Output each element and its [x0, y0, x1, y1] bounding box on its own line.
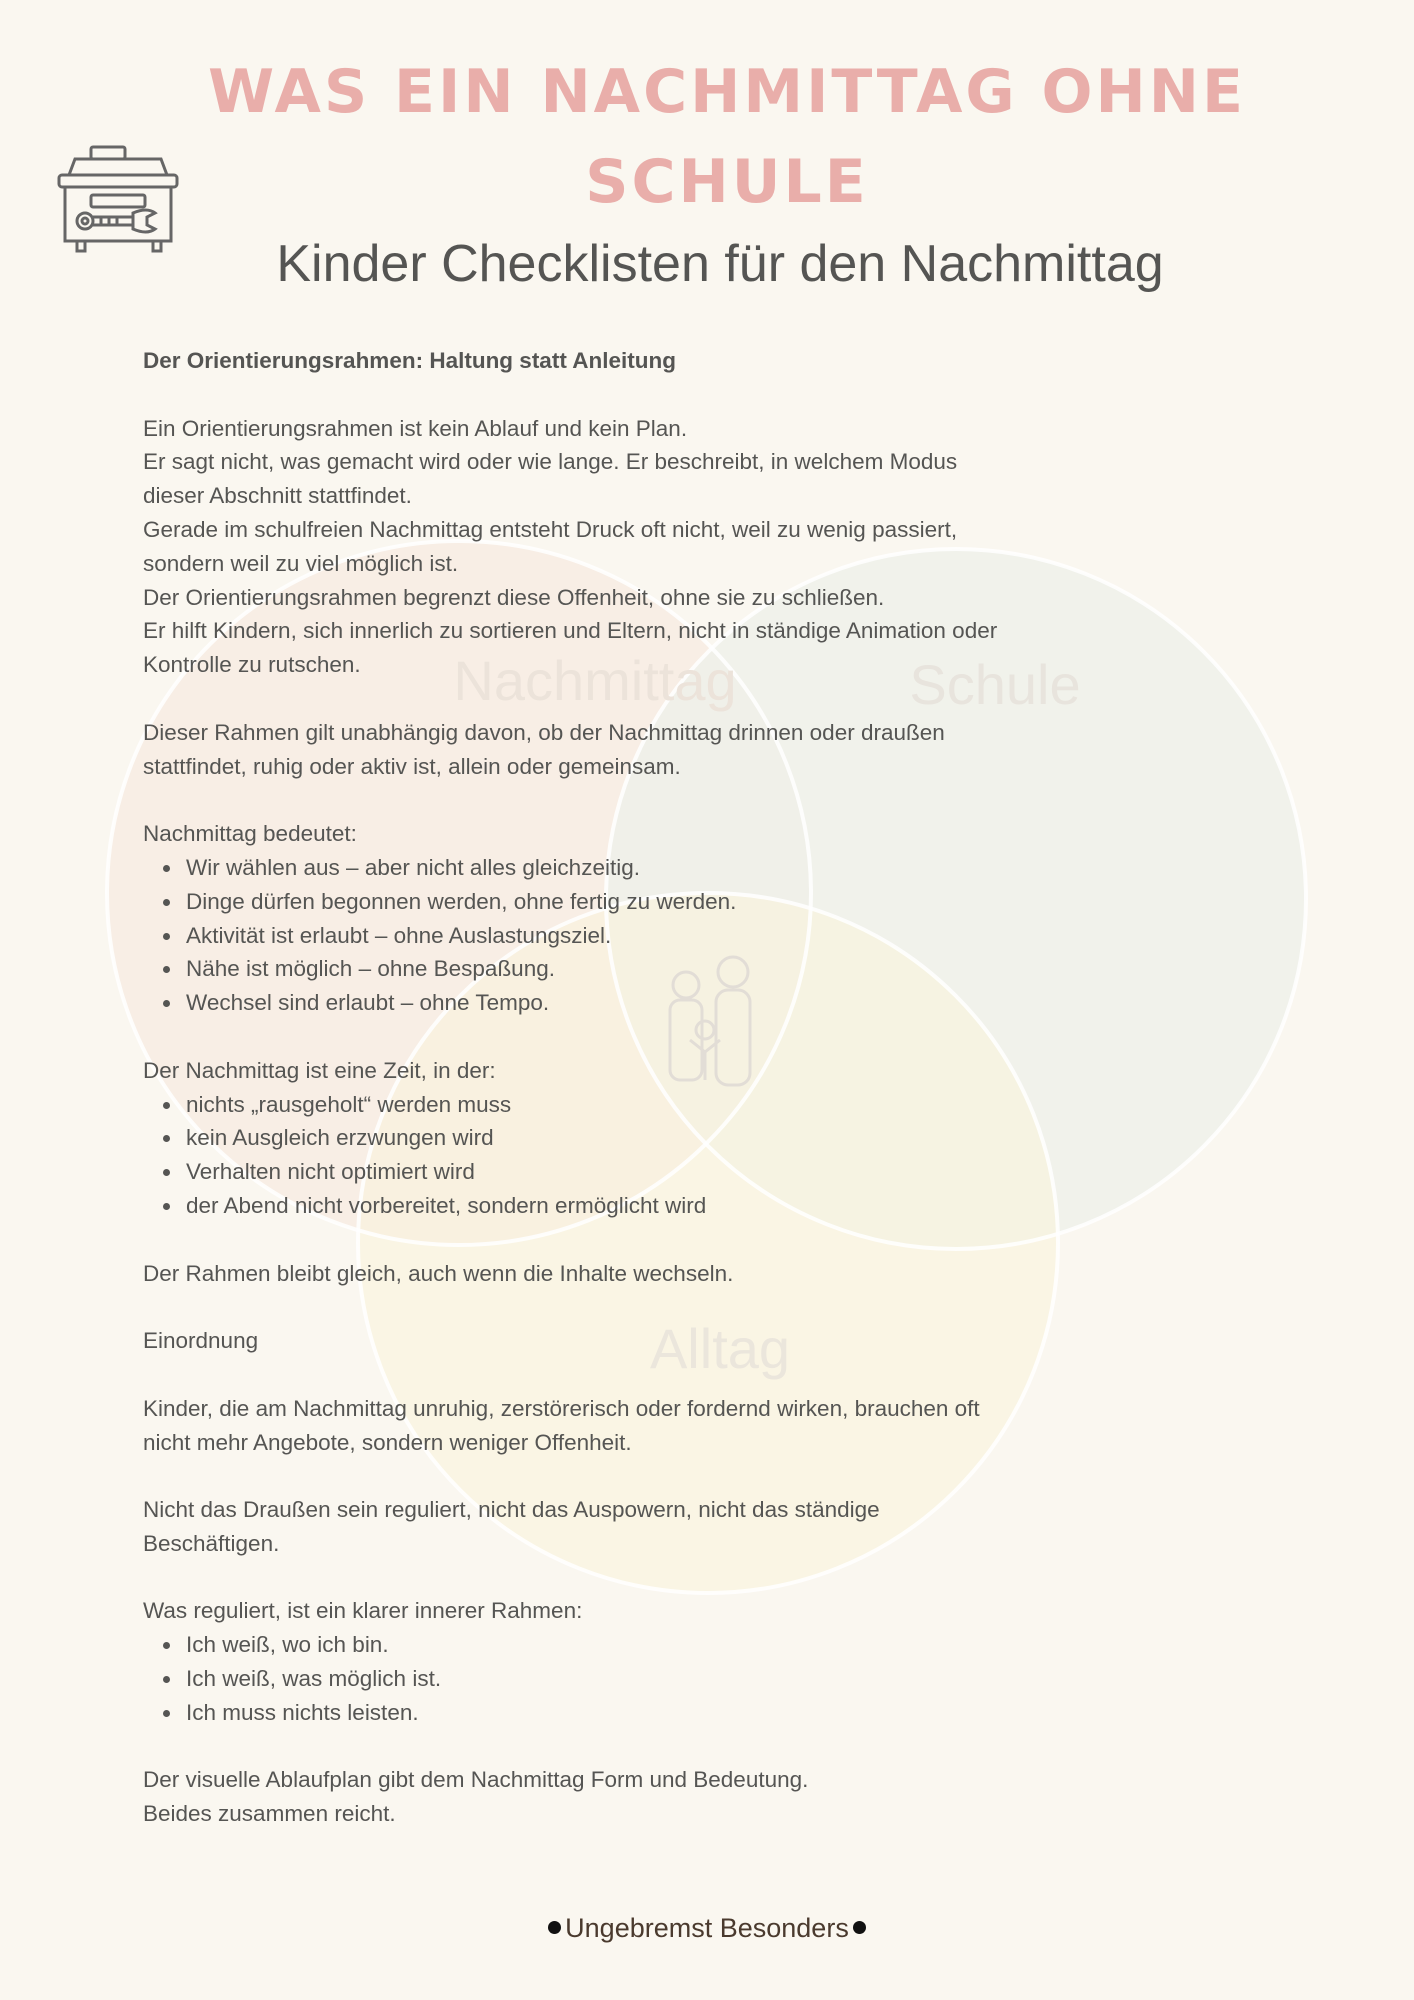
text-line: Kinder, die am Nachmittag unruhig, zerstörerisch oder fordernd wirken, brauchen oft	[143, 1395, 980, 1421]
text-line: Nicht das Draußen sein reguliert, nicht das Auspowern, nicht das ständige	[143, 1497, 880, 1523]
list-item: Verhalten nicht optimiert wird	[143, 1155, 1303, 1189]
document-body	[143, 344, 1303, 1831]
list-item: der Abend nicht vorbereitet, sondern ermöglicht wird	[143, 1189, 1303, 1223]
list-item: Wir wählen aus – aber nicht alles gleichzeitig.	[143, 851, 1303, 885]
text-line: Dieser Rahmen gilt unabhängig davon, ob der Nachmittag drinnen oder draußen	[143, 719, 945, 745]
blank-line	[143, 783, 1303, 817]
blank-line	[143, 378, 1303, 412]
list-item: nichts „rausgeholt“ werden muss	[143, 1088, 1303, 1122]
bullet-dot-right	[853, 1921, 866, 1934]
text-line: Der Nachmittag ist eine Zeit, in der:	[143, 1057, 496, 1083]
list-item: Dinge dürfen begonnen werden, ohne fertig zu werden.	[143, 885, 1303, 919]
list-item: Wechsel sind erlaubt – ohne Tempo.	[143, 986, 1303, 1020]
text-line: Kontrolle zu rutschen.	[143, 652, 361, 678]
text-line: sondern weil zu viel möglich ist.	[143, 550, 459, 576]
text-line: Der Orientierungsrahmen begrenzt diese Offenheit, ohne sie zu schließen.	[143, 584, 885, 610]
footer	[0, 1908, 1414, 1948]
blank-line	[143, 1730, 1303, 1764]
title-line-1: WAS EIN NACHMITTAG OHNE	[208, 57, 1246, 127]
blank-line	[143, 682, 1303, 716]
page-subtitle: Kinder Checklisten für den Nachmittag	[276, 235, 1164, 293]
bullet-dot-left	[548, 1921, 561, 1934]
text-line: Beschäftigen.	[143, 1530, 280, 1556]
text-line: Was reguliert, ist ein klarer innerer Rahmen:	[143, 1598, 583, 1624]
list-item: Nähe ist möglich – ohne Bespaßung.	[143, 952, 1303, 986]
toolbox-wrench-icon	[55, 145, 183, 253]
venn-label-alltag: Alltag	[649, 1317, 791, 1380]
text-line: Ein Orientierungsrahmen ist kein Ablauf und kein Plan.	[143, 415, 688, 441]
text-line: Gerade im schulfreien Nachmittag entsteht Druck oft nicht, weil zu wenig passiert,	[143, 516, 958, 542]
text-line: nicht mehr Angebote, sondern weniger Offenheit.	[143, 1429, 632, 1455]
venn-label-nachmittag: Nachmittag	[453, 649, 737, 712]
list-item: Aktivität ist erlaubt – ohne Auslastungsziel.	[143, 919, 1303, 953]
page-title	[207, 47, 1247, 227]
list-item: kein Ausgleich erzwungen wird	[143, 1121, 1303, 1155]
text-line: Der Rahmen bleibt gleich, auch wenn die Inhalte wechseln.	[143, 1260, 734, 1286]
text-line: Er hilft Kindern, sich innerlich zu sortieren und Eltern, nicht in ständige Animation oder	[143, 618, 998, 644]
text-line: Einordnung	[143, 1328, 259, 1354]
text-line: stattfindet, ruhig oder aktiv ist, allein oder gemeinsam.	[143, 753, 681, 779]
list-item: Ich muss nichts leisten.	[143, 1696, 1303, 1730]
text-line: Nachmittag bedeutet:	[143, 821, 357, 847]
list-item: Ich weiß, was möglich ist.	[143, 1662, 1303, 1696]
blank-line	[143, 1223, 1303, 1257]
blank-line	[143, 1459, 1303, 1493]
section-heading: Der Orientierungsrahmen: Haltung statt Anleitung	[143, 348, 676, 373]
text-line: Der visuelle Ablaufplan gibt dem Nachmittag Form und Bedeutung.	[143, 1767, 809, 1793]
blank-line	[143, 1358, 1303, 1392]
text-line: Er sagt nicht, was gemacht wird oder wie lange. Er beschreibt, in welchem Modus	[143, 449, 958, 475]
blank-line	[143, 1290, 1303, 1324]
text-line: dieser Abschnitt stattfindet.	[143, 483, 412, 509]
title-line-2: SCHULE	[585, 147, 869, 217]
blank-line	[143, 1561, 1303, 1595]
list-item: Ich weiß, wo ich bin.	[143, 1628, 1303, 1662]
text-line: Beides zusammen reicht.	[143, 1801, 396, 1827]
venn-label-schule: Schule	[909, 653, 1081, 716]
blank-line	[143, 1020, 1303, 1054]
footer-brand: Ungebremst Besonders	[565, 1913, 849, 1943]
